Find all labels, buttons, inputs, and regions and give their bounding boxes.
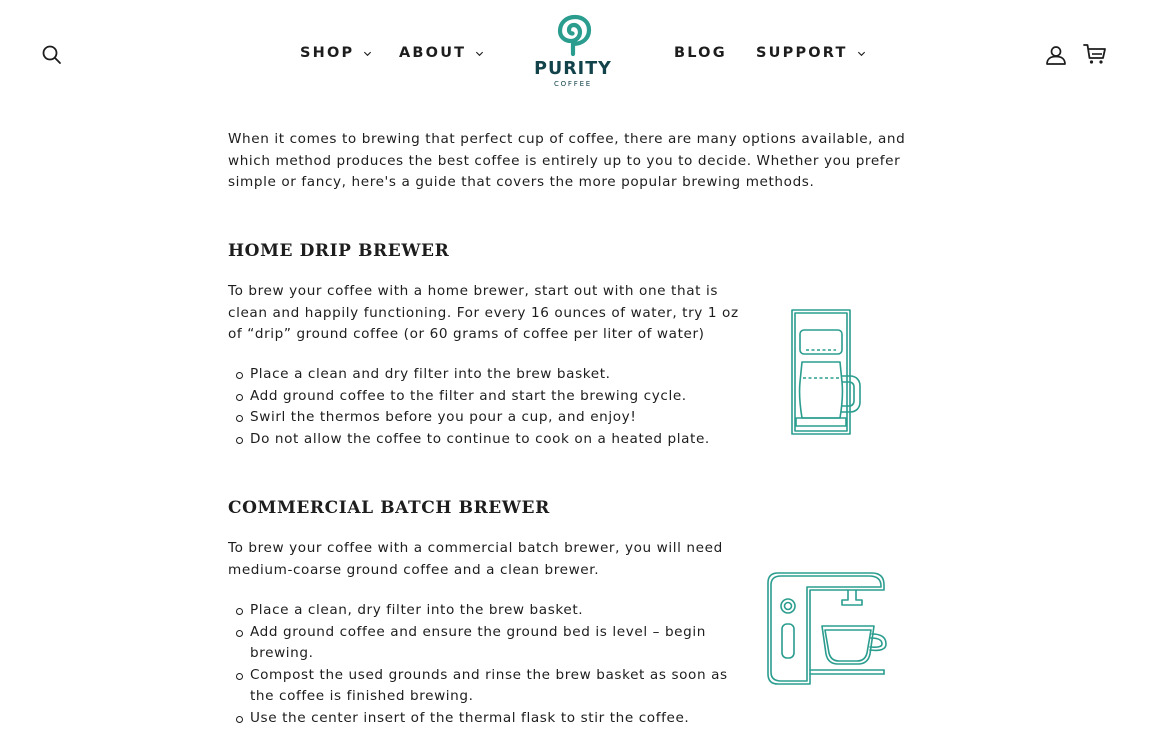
list-item: Swirl the thermos before you pour a cup, and enjoy! (228, 407, 743, 429)
list-item: Place a clean and dry filter into the brew basket. (228, 364, 743, 386)
intro-paragraph: When it comes to brewing that perfect cup of coffee, there are many options available, and which method produces the best coffee is entirely up to you to decide. Whether you prefer simple or fancy, here's a guide that covers the more popular brewing methods. (228, 131, 906, 191)
list-item: Place a clean, dry filter into the brew basket. (228, 600, 743, 622)
drip-coffee-maker-icon (784, 306, 870, 438)
commercial-brewer-icon (764, 568, 894, 690)
search-button[interactable] (41, 44, 63, 66)
list-item: Compost the used grounds and rinse the brew basket as soon as the coffee is finished brewing. (228, 665, 743, 708)
cart-icon (1083, 43, 1107, 65)
nav-support[interactable] (756, 45, 866, 61)
cart-button[interactable] (1083, 43, 1107, 65)
search-icon (41, 44, 63, 66)
nav-blog[interactable] (674, 45, 727, 61)
list-item: Do not allow the coffee to continue to cook on a heated plate. (228, 429, 743, 451)
logo-wordmark: PURITY (534, 59, 612, 79)
chevron-down-icon (857, 49, 866, 58)
purity-coffee-logo[interactable] (530, 14, 616, 96)
nav-about[interactable] (399, 45, 484, 61)
chevron-down-icon (363, 49, 372, 58)
list-item: Use the center insert of the thermal flask to stir the coffee. (228, 708, 743, 730)
commercial-batch-description: To brew your coffee with a commercial batch brewer, you will need medium-coarse ground coffee and a clean brewer. (228, 540, 723, 578)
nav-shop[interactable] (300, 45, 372, 61)
account-icon (1045, 45, 1067, 65)
site-header (0, 0, 1159, 110)
account-button[interactable] (1045, 45, 1067, 65)
list-item: Add ground coffee to the filter and start the brewing cycle. (228, 386, 743, 408)
nav-blog-label: BLOG (674, 45, 727, 61)
list-item: Add ground coffee and ensure the ground bed is level – begin brewing. (228, 622, 743, 665)
nav-support-label: SUPPORT (756, 45, 848, 61)
nav-shop-label: SHOP (300, 45, 355, 61)
home-drip-title: HOME DRIP BREWER (228, 241, 450, 261)
swirl-logo-icon (553, 14, 593, 58)
home-drip-description: To brew your coffee with a home brewer, start out with one that is clean and happily functioning. For every 16 ounces of water, try 1 oz of “drip” ground coffee (or 60 grams of coffee per liter of water) (228, 283, 739, 343)
chevron-down-icon (475, 49, 484, 58)
nav-about-label: ABOUT (399, 45, 467, 61)
commercial-batch-steps (228, 600, 743, 730)
commercial-batch-title: COMMERCIAL BATCH BREWER (228, 498, 550, 518)
logo-subtitle: COFFEE (553, 80, 593, 88)
home-drip-steps (228, 364, 743, 450)
